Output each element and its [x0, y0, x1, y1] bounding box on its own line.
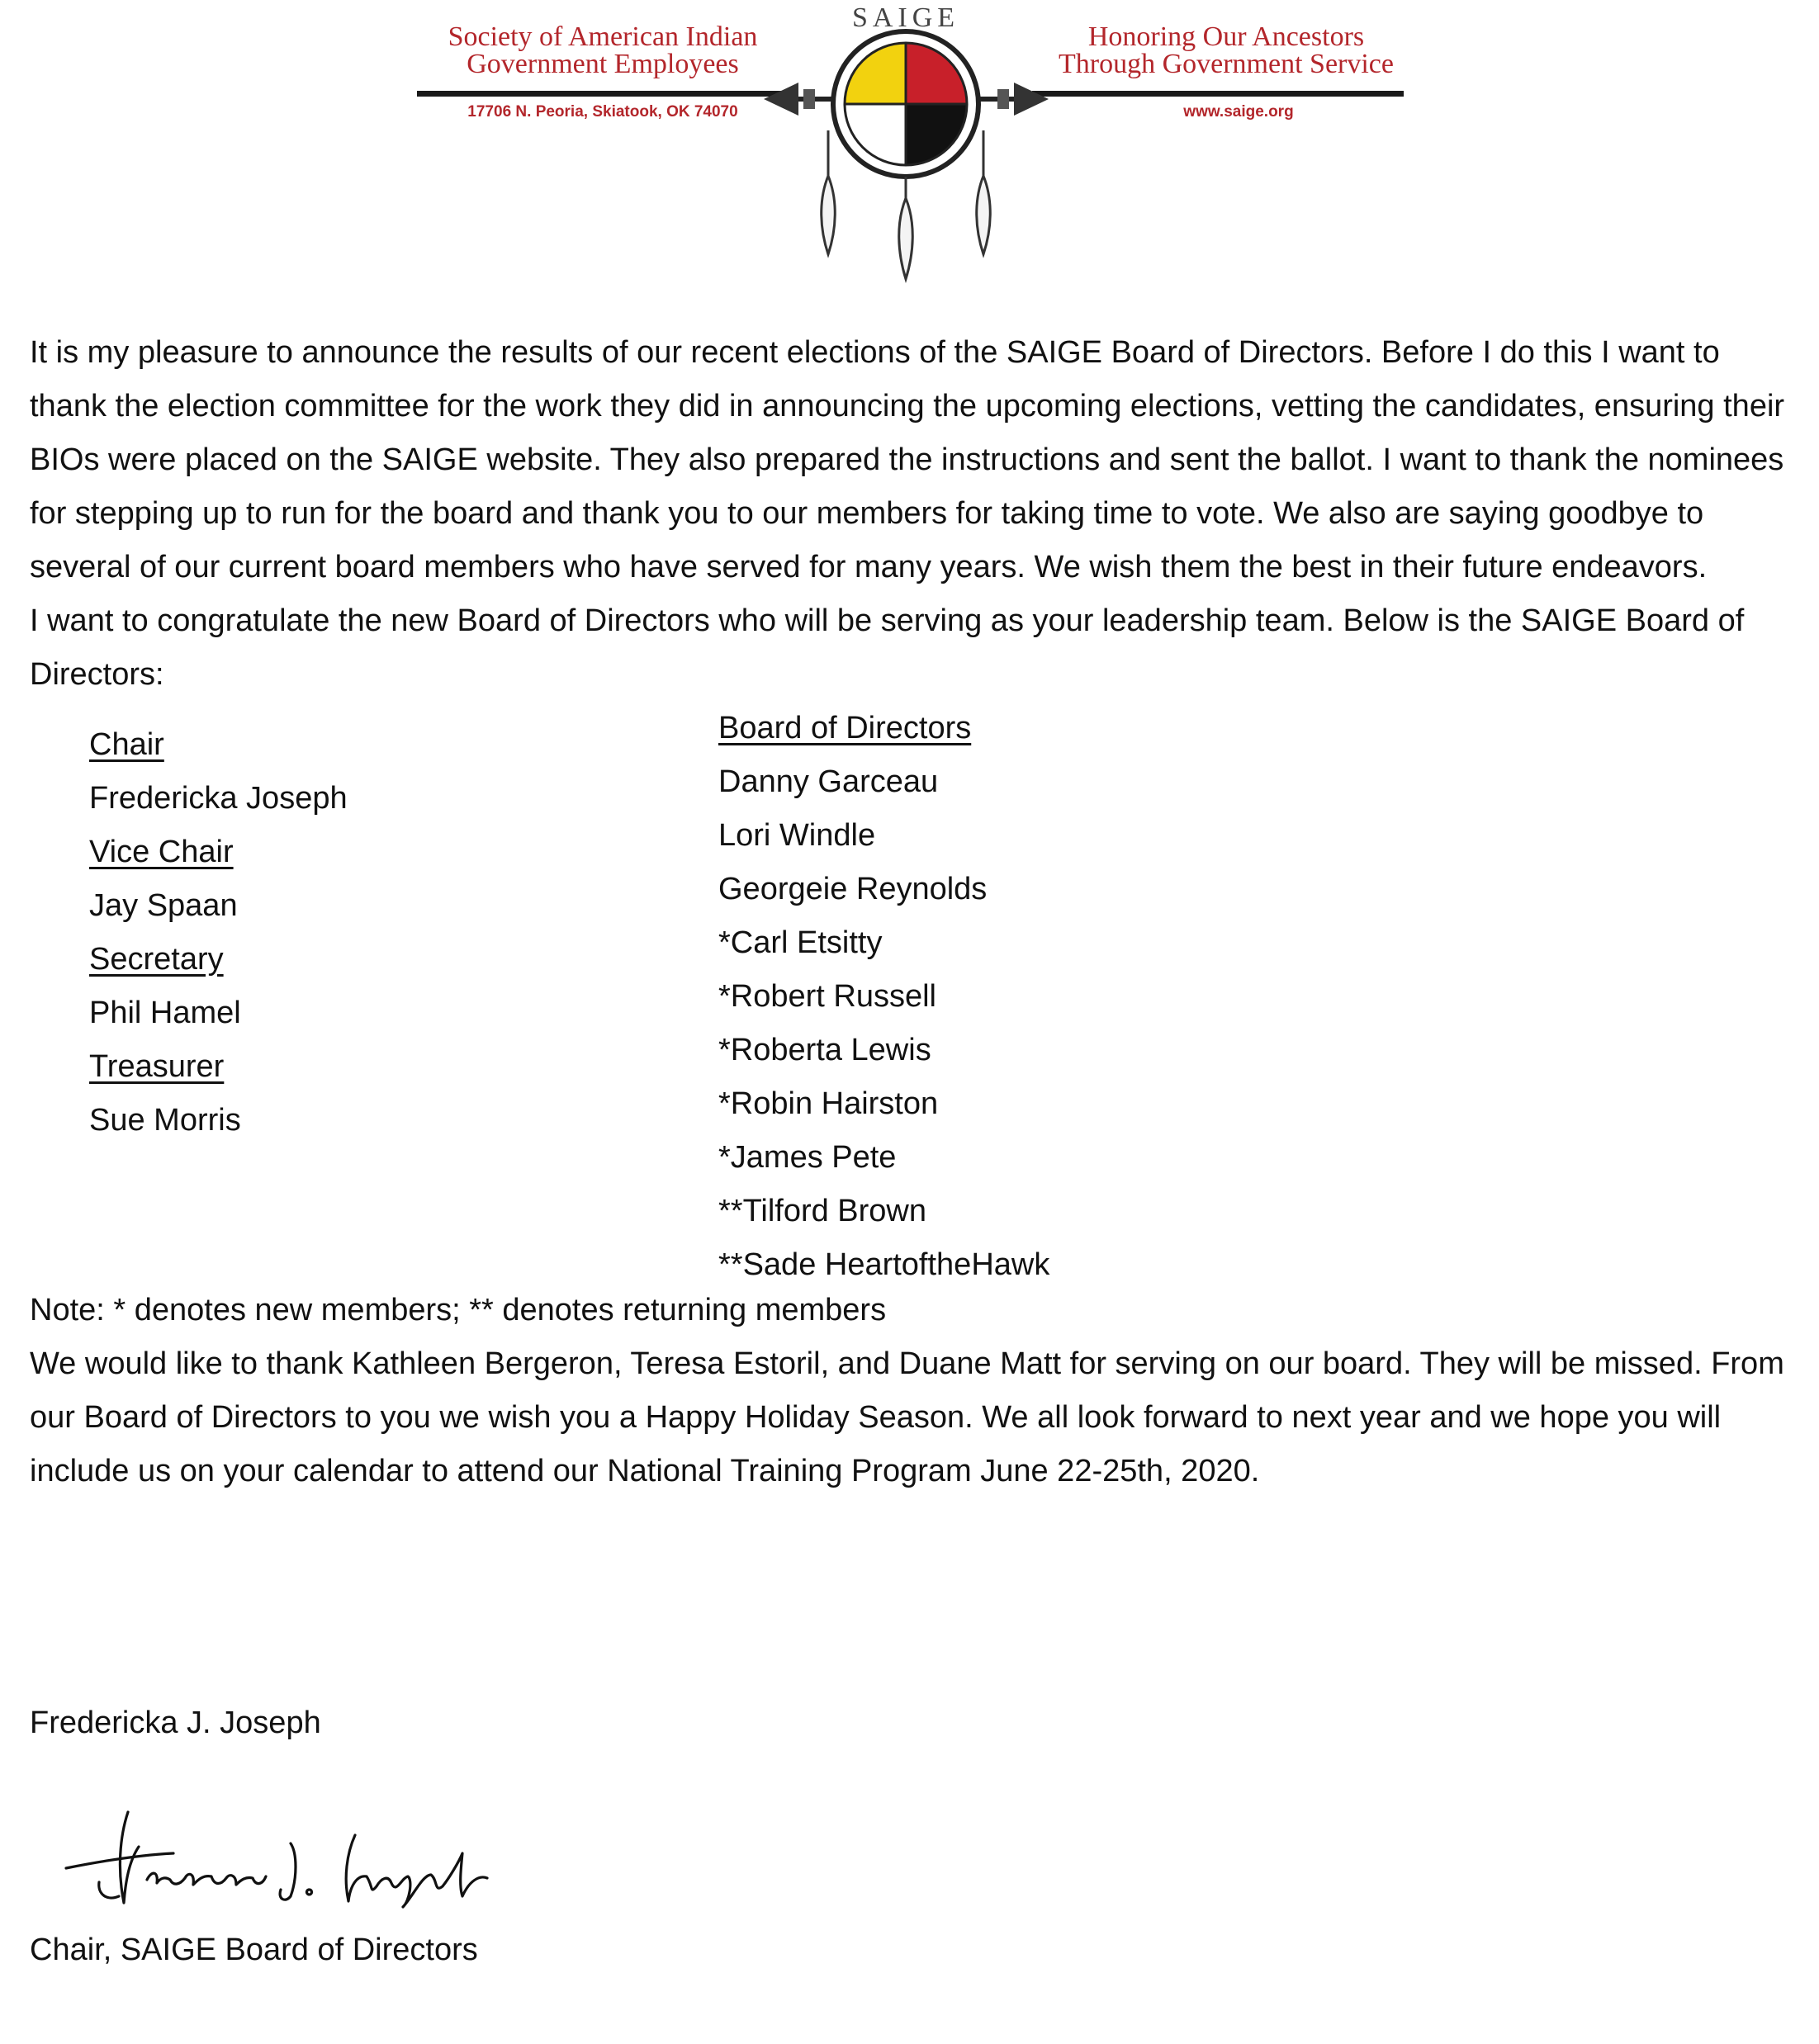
- intro-paragraph: It is my pleasure to announce the results of our recent elections of the SAIGE Board of Directors. Before I do this I want to thank the election committee for the work they did in announcing the upcoming elections, vetting the candidates, ensuring their BIOs were placed on the SAIGE website. They also prepared the instructions and sent the ballot. I want to thank the nominees for stepping up to run for the board and thank you to our members for taking time to vote. We also are saying goodbye to several of our current board members who have served for many years. We wish them the best in their future endeavors.: [30, 335, 1785, 584]
- board-member: Lori Windle: [718, 818, 876, 853]
- saige-logo-icon: [764, 7, 1049, 283]
- handwritten-signature: [50, 1804, 512, 1915]
- organization-website: www.saige.org: [1183, 103, 1294, 121]
- board-member: **Sade HeartoftheHawk: [718, 1247, 1050, 1282]
- board-heading: Board of Directors: [718, 711, 972, 745]
- board-member: Danny Garceau: [718, 764, 939, 799]
- officer-name: Phil Hamel: [89, 996, 241, 1030]
- officer-role: Chair: [89, 727, 164, 762]
- board-member: *Carl Etsitty: [718, 925, 883, 960]
- letterhead: [0, 0, 1819, 297]
- board-roster: [30, 702, 1797, 1284]
- officer-name: Fredericka Joseph: [89, 781, 348, 816]
- board-member: *Robert Russell: [718, 979, 936, 1014]
- sender-name: Fredericka J. Joseph: [30, 1706, 321, 1740]
- board-member: Georgeie Reynolds: [718, 872, 988, 906]
- officers-list: [89, 718, 585, 1147]
- membership-note: Note: * denotes new members; ** denotes returning members: [30, 1293, 887, 1327]
- sender-title: Chair, SAIGE Board of Directors: [30, 1933, 478, 1967]
- board-member: *James Pete: [718, 1140, 897, 1175]
- officer-role: Secretary: [89, 942, 224, 977]
- org-name-line2: Government Employees: [467, 49, 739, 79]
- closing-paragraph: We would like to thank Kathleen Bergeron, Teresa Estoril, and Duane Matt for serving on our board. They will be missed. From our Board of Directors to you we wish you a Happy Holiday Season. We all look forward to next year and we hope you will include us on your calendar to attend our National Training Program June 22-25th, 2020.: [30, 1346, 1784, 1488]
- letterhead-rule-left: [417, 91, 784, 97]
- logo-lettering: SAIGE: [851, 7, 960, 33]
- board-member: *Roberta Lewis: [718, 1033, 931, 1067]
- board-members-list: [718, 702, 1379, 1292]
- organization-name: [421, 23, 784, 78]
- org-name-line1: Society of American Indian: [448, 21, 758, 52]
- motto-line2: Through Government Service: [1059, 49, 1394, 79]
- motto-line1: Honoring Our Ancestors: [1087, 21, 1365, 52]
- officer-name: Jay Spaan: [89, 888, 238, 923]
- officer-role: Vice Chair: [89, 835, 234, 869]
- officer-role: Treasurer: [89, 1049, 225, 1084]
- congratulations-paragraph: I want to congratulate the new Board of Directors who will be serving as your leadership team. Below is the SAIGE Board of Directors:: [30, 603, 1745, 692]
- board-member: **Tilford Brown: [718, 1194, 927, 1228]
- organization-address: 17706 N. Peoria, Skiatook, OK 74070: [467, 103, 738, 121]
- organization-motto: [1028, 23, 1424, 78]
- letterhead-rule-right: [1032, 91, 1404, 97]
- officer-name: Sue Morris: [89, 1103, 241, 1138]
- letter-body: [30, 326, 1797, 1498]
- board-member: *Robin Hairston: [718, 1086, 939, 1121]
